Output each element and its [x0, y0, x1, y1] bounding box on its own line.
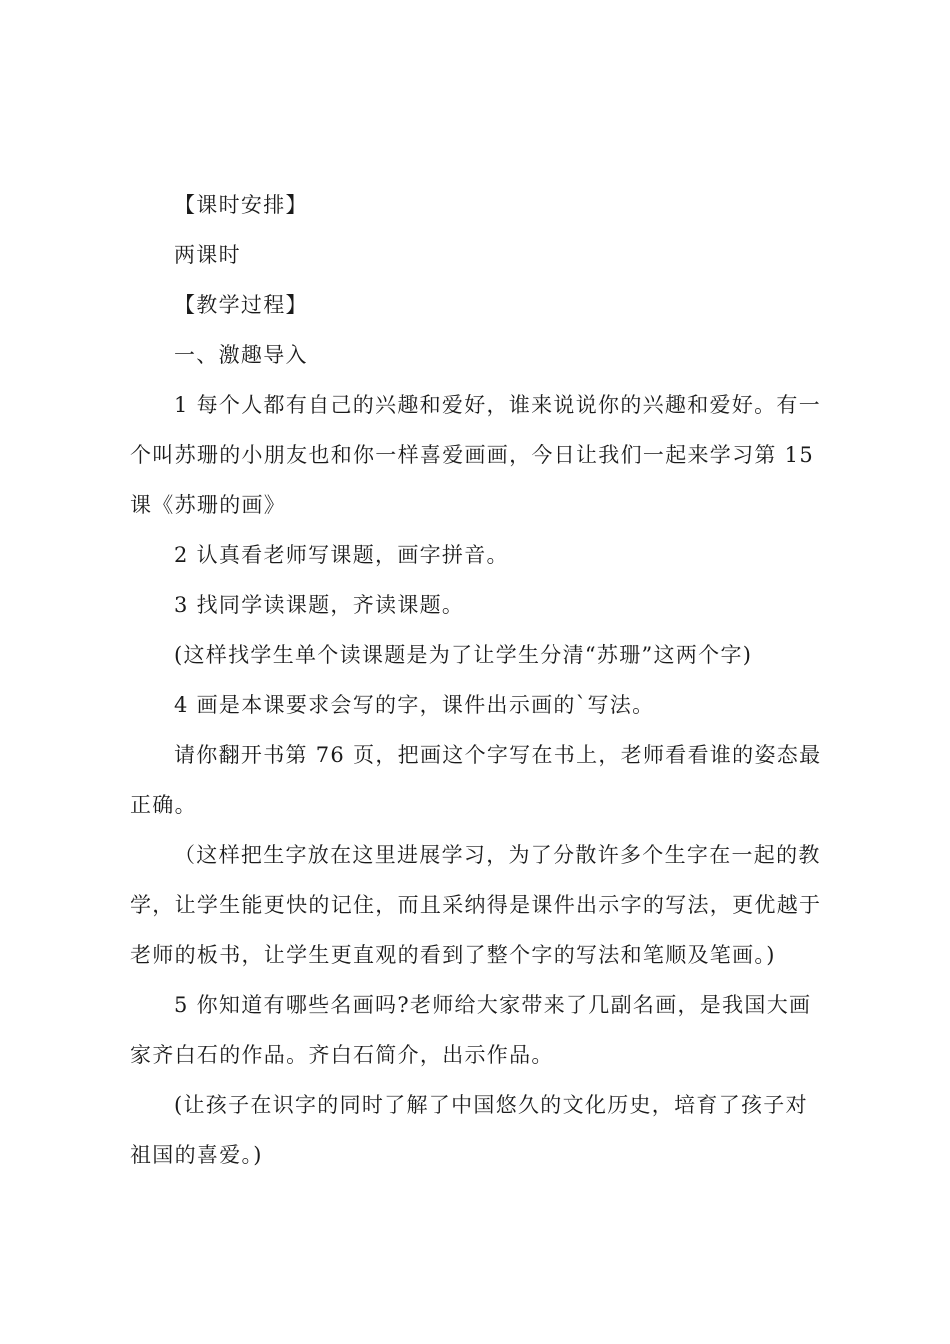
paragraph-note-3: (让孩子在识字的同时了解了中国悠久的文化历史，培育了孩子对祖国的喜爱。): [130, 1093, 808, 1167]
paragraph-step-3: 3 找同学读课题，齐读课题。: [174, 593, 465, 617]
paragraph-step-1: 1 每个人都有自己的兴趣和爱好，谁来说说你的兴趣和爱好。有一个叫苏珊的小朋友也和你一样喜爱画画，今日让我们一起来学习第 15 课《苏珊的画》: [130, 393, 822, 517]
document-page: [130, 0, 830, 1344]
paragraph-note-1: (这样找学生单个读课题是为了让学生分清“苏珊”这两个字): [174, 643, 753, 667]
section-heading-process: 【教学过程】: [174, 293, 308, 317]
paragraph-step-4: 4 画是本课要求会写的字，课件出示画的`写法。: [174, 693, 655, 717]
paragraph-step-2: 2 认真看老师写课题，画字拼音。: [174, 543, 509, 567]
paragraph-instruction: 请你翻开书第 76 页，把画这个字写在书上，老师看看谁的姿态最正确。: [130, 743, 822, 817]
paragraph-step-5: 5 你知道有哪些名画吗?老师给大家带来了几副名画，是我国大画家齐白石的作品。齐白石简介，出示作品。: [130, 993, 812, 1067]
subsection-heading-intro: 一、激趣导入: [174, 343, 308, 367]
section-heading-schedule: 【课时安排】: [174, 193, 308, 217]
paragraph-note-2: （这样把生字放在这里进展学习，为了分散许多个生字在一起的教学，让学生能更快的记住，而且采纳得是课件出示字的写法，更优越于老师的板书，让学生更直观的看到了整个字的写法和笔顺及笔画。): [130, 843, 822, 967]
paragraph-schedule-value: 两课时: [174, 243, 241, 267]
